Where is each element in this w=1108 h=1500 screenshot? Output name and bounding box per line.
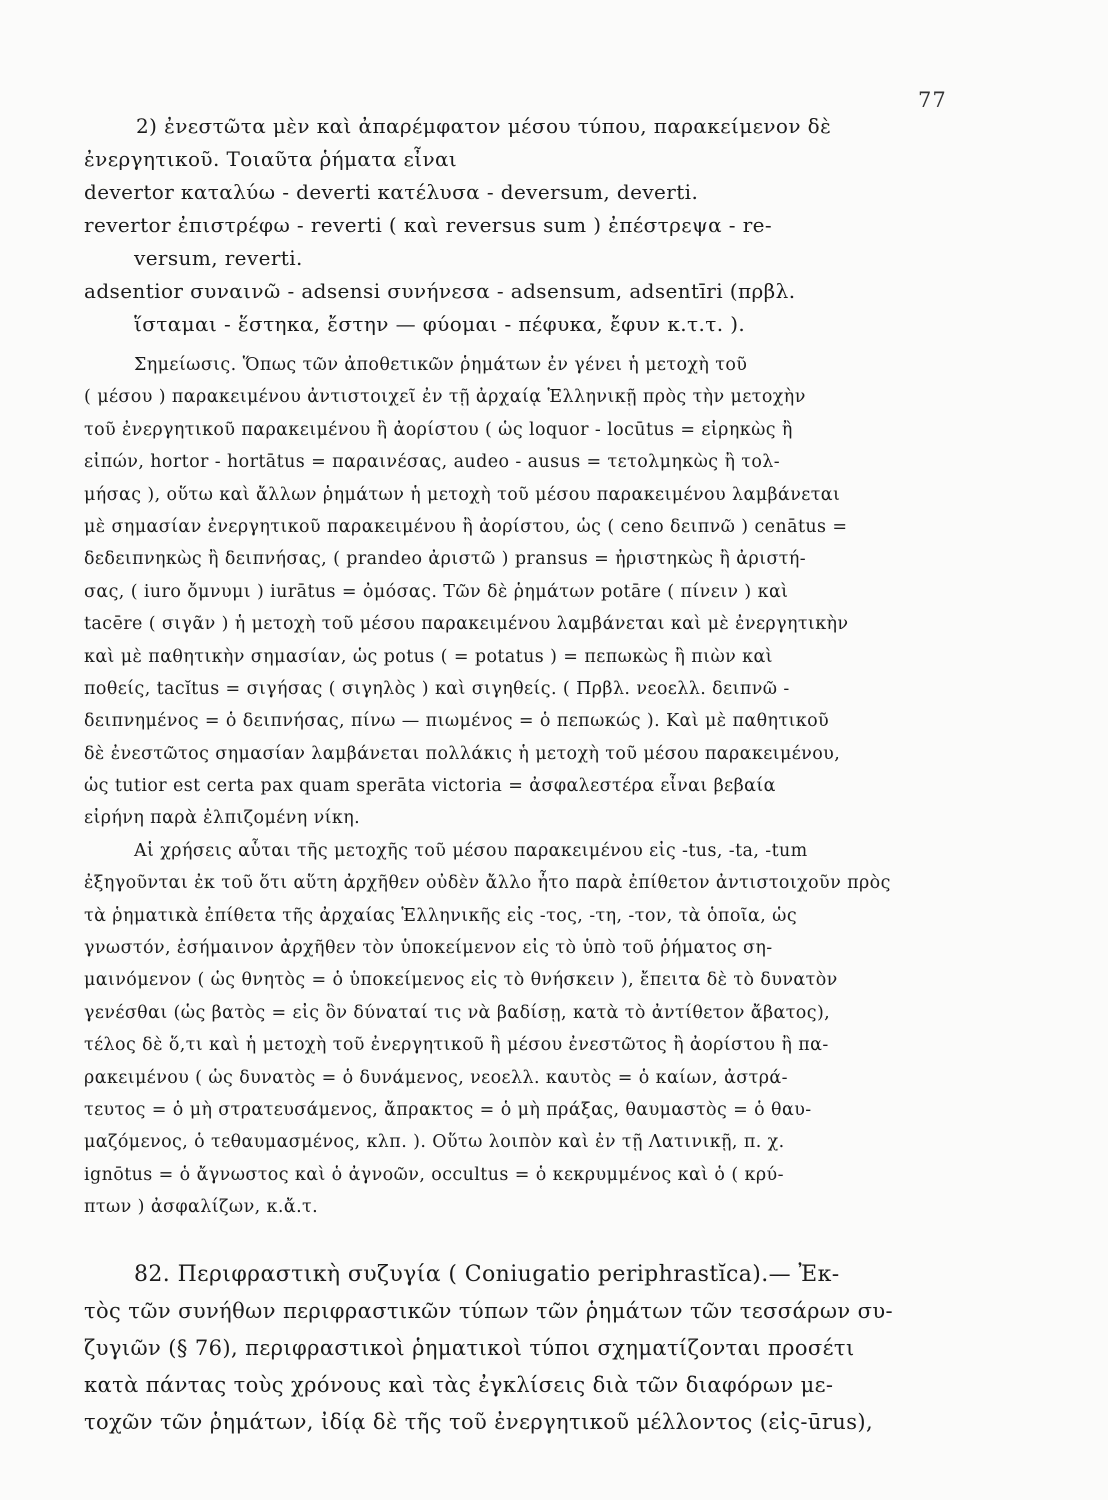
section-82 [84, 1256, 954, 1441]
text-line: τοῦ ἐνεργητικοῦ παρακειμένου ἢ ἀορίστου ( ὡς loquor - locūtus = εἰρηκὼς ἢ [84, 419, 793, 440]
section-heading: 82. Περιφραστικὴ συζυγία ( Coniugatio periphrastĭca).— Ἐκ- [134, 1261, 840, 1287]
text-line: versum, reverti. [134, 246, 303, 270]
text-line: μαινόμενον ( ὡς θνητὸς = ὁ ὑποκείμενος εἰς τὸ θνήσκειν ), ἔπειτα δὲ τὸ δυνατὸν [84, 970, 838, 991]
text-line: κατὰ πάντας τοὺς χρόνους καὶ τὰς ἐγκλίσεις διὰ τῶν διαφόρων με- [84, 1372, 834, 1397]
text-line: Αἱ χρήσεις αὗται τῆς μετοχῆς τοῦ μέσου παρακειμένου εἰς -tus, -ta, -tum [134, 840, 808, 861]
text-line: ἐνεργητικοῦ. Τοιαῦτα ῥήματα εἶναι [84, 147, 458, 171]
text-line: δὲ ἐνεστῶτος σημασίαν λαμβάνεται πολλάκις ἡ μετοχὴ τοῦ μέσου παρακειμένου, [84, 743, 841, 764]
text-line: πτων ) ἀσφαλίζων, κ.ἄ.τ. [84, 1197, 319, 1218]
text-line: adsentior συναινῶ - adsensi συνήνεσα - adsensum, adsentīri (πρβλ. [84, 279, 796, 303]
text-line: τὰ ῥηματικὰ ἐπίθετα τῆς ἀρχαίας Ἑλληνικῆς εἰς -τος, -τη, -τον, τὰ ὁποῖα, ὡς [84, 905, 798, 926]
text-line: revertor ἐπιστρέφω - reverti ( καὶ reversus sum ) ἐπέστρεψα - re- [84, 213, 773, 237]
text-line: δειπνημένος = ὁ δειπνήσας, πίνω — πιωμένος = ὁ πεπωκώς ). Καὶ μὲ παθητικοῦ [84, 711, 830, 732]
text-line: δεδειπνηκὼς ἢ δειπνήσας, ( prandeo ἀριστῶ ) pransus = ἠριστηκὼς ἢ ἀριστή- [84, 549, 807, 570]
text-line: μήσας ), οὕτω καὶ ἄλλων ῥημάτων ἡ μετοχὴ τοῦ μέσου παρακειμένου λαμβάνεται [84, 484, 841, 505]
note-block [84, 349, 954, 1224]
text-line: ὡς tutior est certa pax quam sperāta victoria = ἀσφαλεστέρα εἶναι βεβαία [84, 776, 776, 797]
page-body [84, 110, 954, 1441]
text-line: τοχῶν τῶν ῥημάτων, ἰδίᾳ δὲ τῆς τοῦ ἐνεργητικοῦ μέλλοντος (εἰς-ūrus), [84, 1409, 874, 1434]
text-line: εἰπών, hortor - hortātus = παραινέσας, audeo - ausus = τετολμηκὼς ἢ τολ- [84, 452, 781, 473]
text-line: γνωστόν, ἐσήμαινον ἀρχῆθεν τὸν ὑποκείμενον εἰς τὸ ὑπὸ τοῦ ῥήματος ση- [84, 938, 773, 959]
text-line: 2) ἐνεστῶτα μὲν καὶ ἀπαρέμφατον μέσου τύπου, παρακείμενον δὲ [136, 114, 832, 138]
text-line: μαζόμενος, ὁ τεθαυμασμένος, κλπ. ). Οὕτω λοιπὸν καὶ ἐν τῇ Λατινικῇ, π. χ. [84, 1132, 785, 1153]
text-line: σας, ( iuro ὄμνυμι ) iurātus = ὀμόσας. Τῶν δὲ ῥημάτων potāre ( πίνειν ) καὶ [84, 581, 789, 602]
paragraph-2 [84, 110, 954, 341]
text-line: ποθείς, tacĭtus = σιγήσας ( σιγηλὸς ) καὶ σιγηθείς. ( Πρβλ. νεοελλ. δειπνῶ - [84, 678, 790, 699]
text-line: devertor καταλύω - deverti κατέλυσα - deversum, deverti. [84, 180, 699, 204]
text-line: ζυγιῶν (§ 76), περιφραστικοὶ ῥηματικοὶ τύποι σχηματίζονται προσέτι [84, 1335, 855, 1360]
text-line: ἵσταμαι - ἕστηκα, ἔστην — φύομαι - πέφυκα, ἔφυν κ.τ.τ. ). [134, 312, 746, 336]
text-line: ρακειμένου ( ὡς δυνατὸς = ὁ δυνάμενος, νεοελλ. καυτὸς = ὁ καίων, ἀστρά- [84, 1067, 788, 1088]
text-line: τέλος δὲ ὅ,τι καὶ ἡ μετοχὴ τοῦ ἐνεργητικοῦ ἢ μέσου ἐνεστῶτος ἢ ἀορίστου ἢ πα- [84, 1035, 829, 1056]
text-line: ἐξηγοῦνται ἐκ τοῦ ὅτι αὕτη ἀρχῆθεν οὐδὲν ἄλλο ἦτο παρὰ ἐπίθετον ἀντιστοιχοῦν πρὸς [84, 873, 891, 894]
text-line: μὲ σημασίαν ἐνεργητικοῦ παρακειμένου ἢ ἀορίστου, ὡς ( ceno δειπνῶ ) cenātus = [84, 516, 848, 537]
text-line: τευτος = ὁ μὴ στρατευσάμενος, ἄπρακτος = ὁ μὴ πράξας, θαυμαστὸς = ὁ θαυ- [84, 1099, 812, 1120]
text-line: γενέσθαι (ὡς βατὸς = εἰς ὃν δύναταί τις νὰ βαδίσῃ, κατὰ τὸ ἀντίθετον ἄβατος), [84, 1002, 831, 1023]
text-line: ( μέσου ) παρακειμένου ἀντιστοιχεῖ ἐν τῇ ἀρχαίᾳ Ἑλληνικῇ πρὸς τὴν μετοχὴν [84, 387, 806, 408]
page-number: 77 [918, 88, 947, 112]
text-line: tacēre ( σιγᾶν ) ἡ μετοχὴ τοῦ μέσου παρακειμένου λαμβάνεται καὶ μὲ ἐνεργητικὴν [84, 614, 849, 635]
text-line: τὸς τῶν συνήθων περιφραστικῶν τύπων τῶν ῥημάτων τῶν τεσσάρων συ- [84, 1298, 894, 1323]
text-line: Σημείωσις. Ὅπως τῶν ἀποθετικῶν ῥημάτων ἐν γένει ἡ μετοχὴ τοῦ [134, 355, 748, 375]
text-line: ignōtus = ὁ ἄγνωστος καὶ ὁ ἀγνοῶν, occultus = ὁ κεκρυμμένος καὶ ὁ ( κρύ- [84, 1164, 784, 1185]
text-line: καὶ μὲ παθητικὴν σημασίαν, ὡς potus ( = potatus ) = πεπωκὼς ἢ πιὼν καὶ [84, 646, 773, 667]
text-line: εἰρήνη παρὰ ἐλπιζομένη νίκη. [84, 808, 361, 829]
